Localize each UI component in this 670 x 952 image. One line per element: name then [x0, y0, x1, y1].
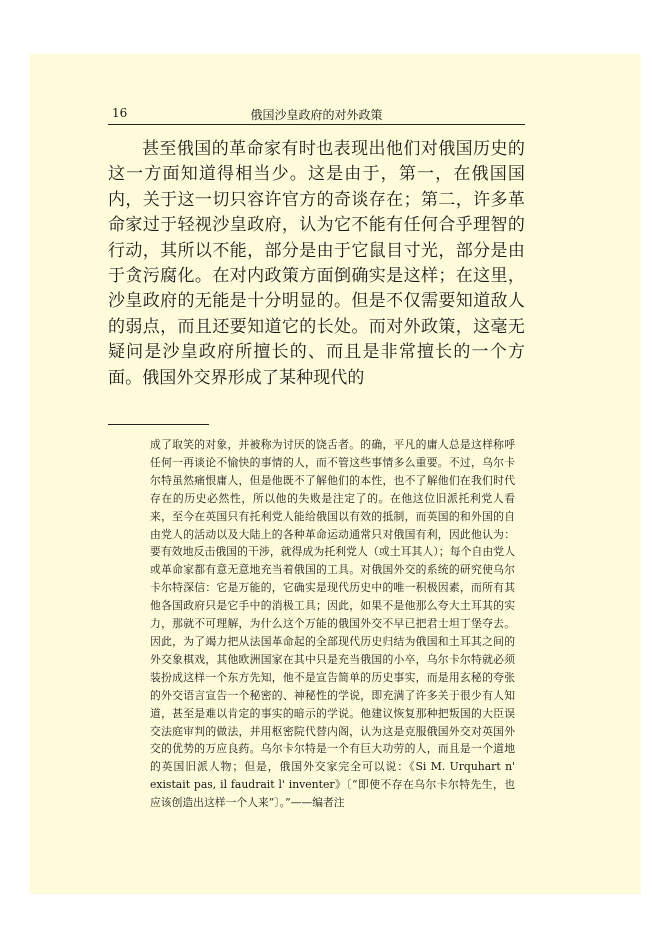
- running-title: 俄国沙皇政府的对外政策: [250, 108, 383, 122]
- page-number: 16: [112, 106, 128, 120]
- footnote-rule: [108, 424, 209, 425]
- page-header: [108, 102, 525, 125]
- body-paragraph: 甚至俄国的革命家有时也表现出他们对俄国历史的这一方面知道得相当少。这是由于，第一，在俄国国内，关于这一切只容许官方的奇谈存在；第二，许多革命家过于轻视沙皇政府，认为它不能有任何合乎理智的行动，其所以不能，部分是由于它鼠目寸光，部分是由于贪污腐化。在对内政策方面倒确实是这样；在这里，沙皇政府的无能是十分明显的。但是不仅需要知道敌人的弱点，而且还要知道它的长处。而对外政策，这毫无疑问是沙皇政府所擅长的、而且是非常擅长的一个方面。俄国外交界形成了某种现代的: [108, 139, 525, 388]
- footnote-text: 成了取笑的对象，并被称为讨厌的饶舌者。的确，平凡的庸人总是这样称呼任何一再谈论不愉快的事情的人，而不管这些事情多么重要。不过，乌尔卡尔特虽然痛恨庸人，但是他既不了解他们的本性，也不了解他们在我们时代存在的历史必然性，所以他的失败是注定了的。在他这位旧派托利党人看来，至今在英国只有托利党人能给俄国以有效的抵制，而英国的和外国的自由党人的活动以及大陆上的各种革命运动通常只对俄国有利，因此他认为：要有效地反击俄国的干涉，就得成为托利党人（或土耳其人）；每个自由党人或革命家都有意无意地充当着俄国的工具。对俄国外交的系统的研究使乌尔卡尔特深信：它是万能的，它确实是现代历史中的唯一积极因素，而所有其他各国政府只是它手中的消极工具；因此，如果不是他那么夸大土耳其的实力，那就不可理解，为什么这个万能的俄国外交不早已把君士坦丁堡夺去。因此，为了竭力把从法国革命起的全部现代历史归结为俄国和土耳其之间的外交象棋戏，其他欧洲国家在其中只是充当俄国的小卒，乌尔卡尔特就必须装扮成这样一个东方先知，他不是宣告简单的历史事实，而是用玄秘的夸张的外交语言宣告一个秘密的、神秘性的学说，即充满了许多关于很少有人知道，甚至是难以肯定的事实的暗示的学说。他建议恢复那种把叛国的大臣误交法庭审判的做法，并用枢密院代替内阁，认为这是克服俄国外交对英国外交的优势的万应良药。乌尔卡尔特是一个有巨大功劳的人，而且是一个道地的英国旧派人物；但是，俄国外交家完全可以说：《Si M. Urquhart n' existait pas, il faudrait l' inventer》〔“即使不存在乌尔卡尔特先生，也应该创造出这样一个人来”〕。”——编者注: [150, 438, 515, 810]
